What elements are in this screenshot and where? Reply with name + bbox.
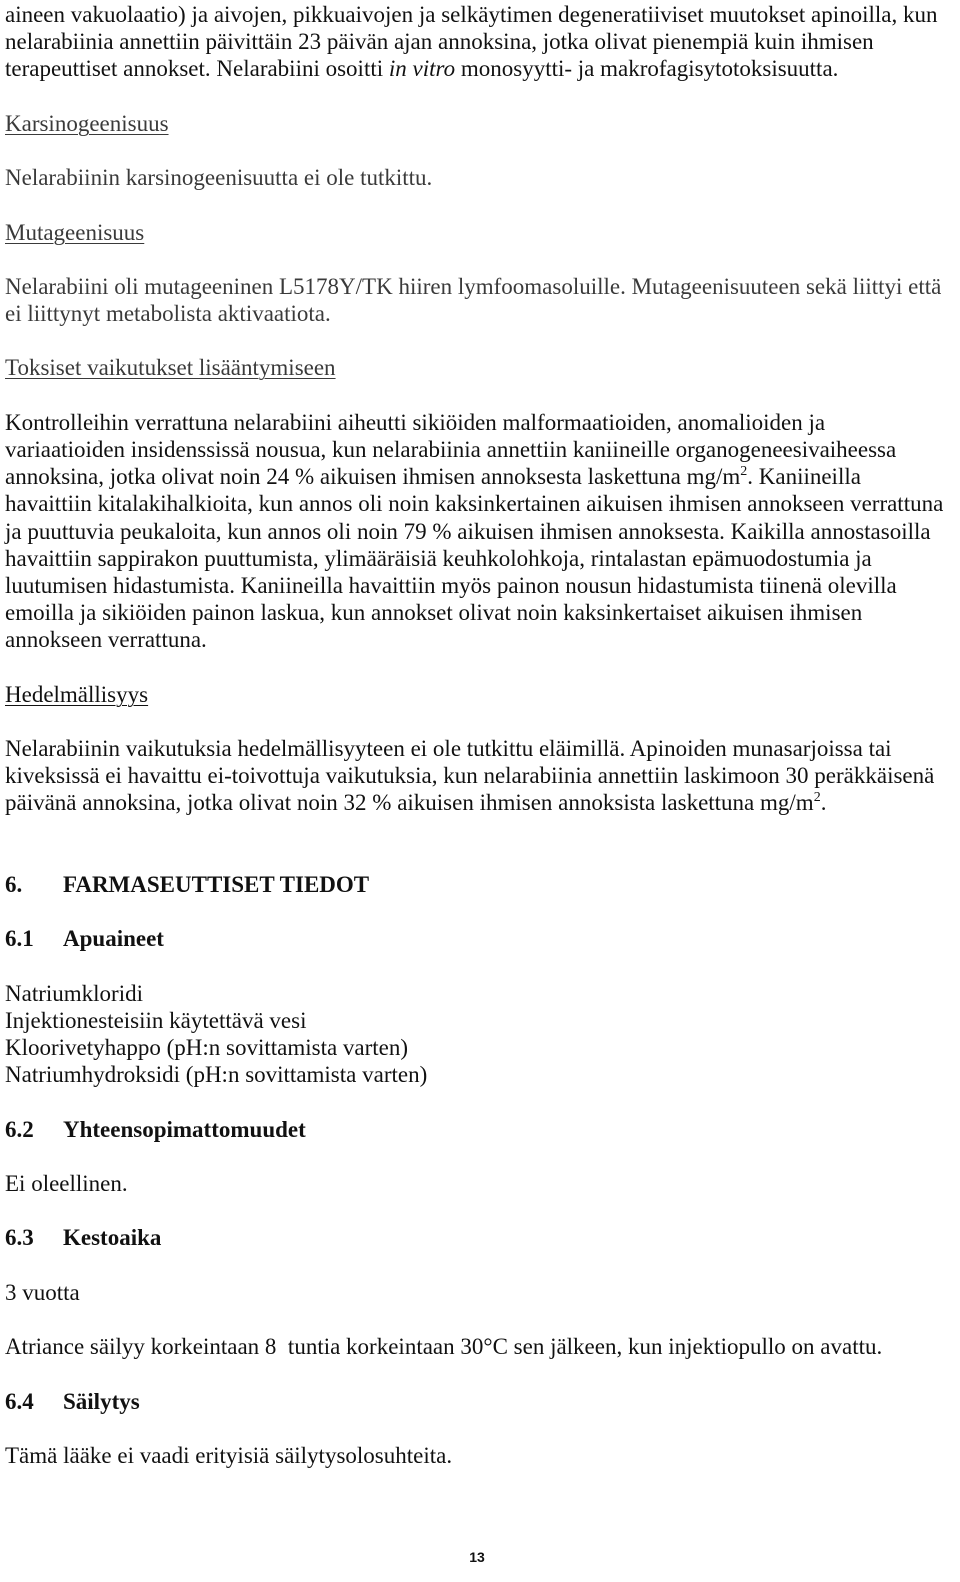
carcinogenicity-text: Nelarabiinin karsinogeenisuutta ei ole tutkittu.: [5, 165, 433, 191]
shelf-life-text: 3 vuotta: [5, 1279, 80, 1305]
section-title: FARMASEUTTISET TIEDOT: [63, 872, 370, 898]
section-number: 6.3: [5, 1225, 34, 1251]
paragraph-line: Nelarabiinin vaikutuksia hedelmällisyyteen ei ole tutkittu eläimillä. Apinoiden munasarjoissa tai: [5, 736, 892, 762]
line-text: monosyytti- ja makrofagisytotoksisuutta.: [455, 56, 839, 82]
paragraph-line: aineen vakuolaatio) ja aivojen, pikkuaivojen ja selkäytimen degeneratiiviset muutokset apinoilla, kun: [5, 2, 938, 27]
section-heading-6-1: [5, 925, 955, 952]
section-number: 6.: [5, 872, 23, 898]
excipients-list: [5, 980, 955, 1089]
list-item: Natriumkloridi: [5, 980, 143, 1006]
superscript: 2: [813, 790, 821, 806]
paragraph-line: ei liittynyt metabolista aktivaatiota.: [5, 301, 331, 327]
reproductive-toxicity-heading: Toksiset vaikutukset lisääntymiseen: [5, 355, 336, 381]
reproductive-toxicity-paragraph: [5, 409, 955, 654]
paragraph-line: emoilla ja sikiöiden painon laskua, kun annokset olivat noin kaksinkertaiset aikuisen ihmisen: [5, 600, 863, 626]
paragraph-line: annokseen verrattuna.: [5, 627, 207, 653]
section-heading-6: [5, 871, 955, 898]
document-page: [5, 1, 955, 1469]
italic-term: in vitro: [388, 56, 456, 82]
paragraph-line: variaatioiden insidenssissä nousua, kun nelarabiinia annettiin kaniineille organogeneesivaiheessa: [5, 437, 897, 462]
section-number: 6.1: [5, 926, 34, 952]
line-text: päivänä annoksina, jotka olivat noin 32 % aikuisen ihmisen annoksista laskettuna mg/m: [5, 790, 814, 816]
superscript: 2: [740, 464, 748, 480]
paragraph-line: [5, 789, 955, 816]
list-item: Injektionesteisiin käytettävä vesi: [5, 1007, 307, 1033]
continuation-paragraph: [5, 1, 955, 83]
paragraph-line: [5, 55, 955, 82]
line-text: . Kaniineilla: [747, 464, 861, 490]
paragraph-line: ja puuttuvia peukaloita, kun annos oli noin 79 % aikuisen ihmisen annoksesta. Kaikilla annostasoilla: [5, 518, 931, 544]
fertility-heading: Hedelmällisyys: [5, 681, 149, 707]
line-text: .: [820, 790, 827, 816]
mutagenicity-paragraph: [5, 273, 955, 327]
section-title: Kestoaika: [63, 1225, 162, 1251]
section-heading-6-3: [5, 1224, 955, 1251]
section-number: 6.2: [5, 1116, 34, 1142]
storage-text: Tämä lääke ei vaadi erityisiä säilytysolosuhteita.: [5, 1442, 453, 1468]
paragraph-line: luutumisen hidastumista. Kaniineilla havaittiin myös painon nousun hidastumista tiinenä olevilla: [5, 572, 897, 598]
incompatibilities-text: Ei oleellinen.: [5, 1171, 128, 1197]
paragraph-line: havaittiin kitalakihalkioita, kun annos oli noin kaksinkertainen aikuisen ihmisen annokseen verrattuna: [5, 491, 944, 517]
paragraph-line: Kontrolleihin verrattuna nelarabiini aiheutti sikiöiden malformaatioiden, anomalioiden ja: [5, 409, 826, 435]
section-title: Säilytys: [63, 1388, 140, 1414]
list-item: Natriumhydroksidi (pH:n sovittamista varten): [5, 1062, 428, 1088]
paragraph-line: [5, 463, 955, 490]
paragraph-line: Nelarabiini oli mutageeninen L5178Y/TK hiiren lymfoomasoluille. Mutageenisuuteen sekä liittyi että: [5, 273, 942, 299]
carcinogenicity-heading: Karsinogeenisuus: [5, 110, 169, 136]
list-item: Kloorivetyhappo (pH:n sovittamista varten): [5, 1035, 409, 1061]
section-number: 6.4: [5, 1388, 34, 1414]
section-heading-6-4: [5, 1388, 955, 1415]
line-text: annoksina, jotka olivat noin 24 % aikuisen ihmisen annoksesta laskettuna mg/m: [5, 464, 741, 490]
fertility-paragraph: [5, 735, 955, 817]
section-title: Apuaineet: [63, 926, 164, 952]
paragraph-line: nelarabiinia annettiin päivittäin 23 päivän ajan annoksina, jotka olivat pienempiä kuin ihmisen: [5, 29, 874, 55]
mutagenicity-heading: Mutageenisuus: [5, 219, 145, 245]
section-heading-6-2: [5, 1116, 955, 1143]
in-use-stability-text: Atriance säilyy korkeintaan 8 tuntia korkeintaan 30°C sen jälkeen, kun injektiopullo on avattu.: [5, 1334, 883, 1360]
line-text: terapeuttiset annokset. Nelarabiini osoitti: [5, 56, 389, 82]
page-number: 13: [469, 1549, 485, 1565]
section-title: Yhteensopimattomuudet: [63, 1116, 306, 1142]
paragraph-line: kiveksissä ei havaittu ei-toivottuja vaikutuksia, kun nelarabiinia annettiin laskimoon 30 peräkkäisenä: [5, 763, 935, 789]
paragraph-line: havaittiin sappirakon puuttumista, ylimääräisiä keuhkolohkoja, rintalastan epämuodostumia ja: [5, 545, 872, 571]
